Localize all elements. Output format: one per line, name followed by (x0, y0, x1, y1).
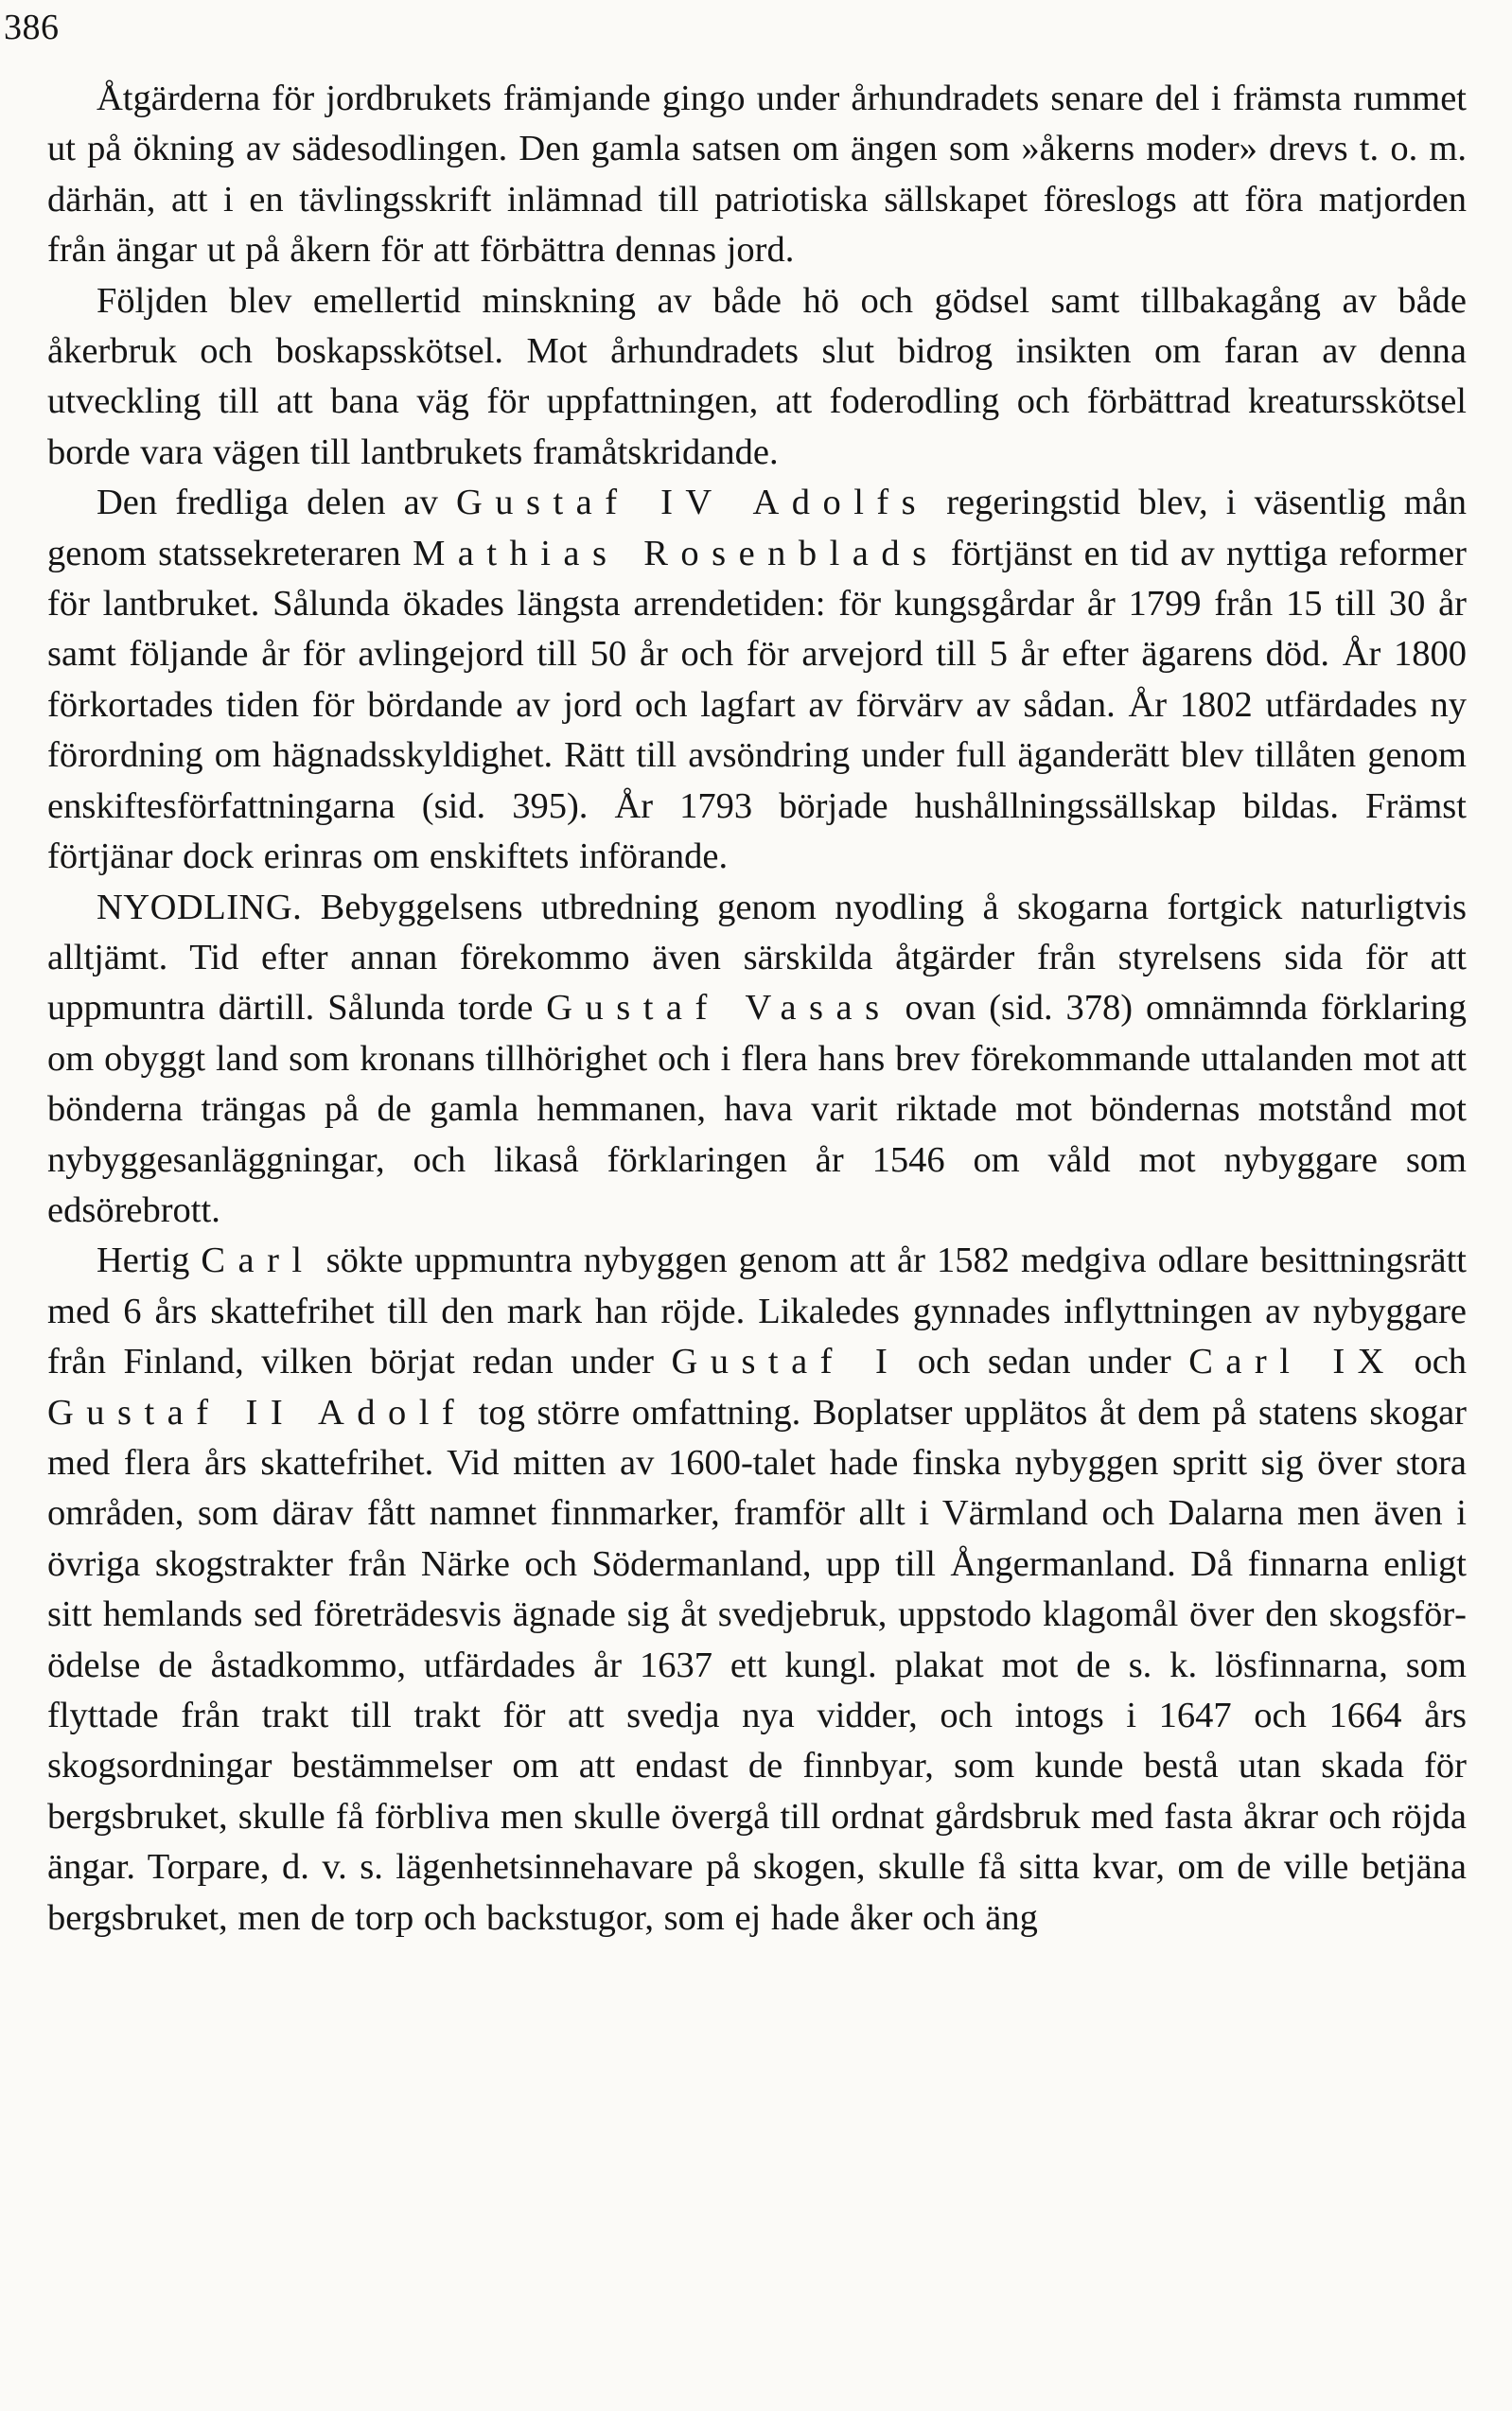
spaced-name: Carl IX (1188, 1342, 1397, 1382)
text-run: och (1396, 1342, 1468, 1382)
text-run: Hertig (97, 1241, 202, 1281)
text-run: sökte uppmuntra nybyggen genom att år 1582 medgiva odlare besittningsrätt med 6 års skattefrihet till den mark han röjde. Likaledes gynnades inflyttningen av nybyggare från Finland, vilken börjat redan under (47, 1241, 1467, 1382)
text-run: och sedan under (900, 1342, 1189, 1382)
text-run: Den fredliga delen av (97, 483, 457, 523)
spaced-name: Gustaf I (671, 1342, 901, 1382)
spaced-name: Gustaf Vasas (546, 988, 892, 1029)
text-run: Åtgärderna för jordbrukets främjande gingo under århundradets senare del i främsta rummet ut på ökning av sädesodlingen. Den gamla satsen om ängen som »åkerns moder» drevs t. o. m. därhän, att i en tävlingsskrift inlämnad till patriotiska sällskapet föreslogs att föra matjorden från ängar ut på åkern för att förbättra dennas jord. (47, 79, 1467, 271)
paragraph (47, 478, 1467, 882)
spaced-name: Carl (201, 1241, 315, 1281)
text-run: regeringstid blev, i väsentlig mån genom statssekreteraren (47, 483, 1467, 573)
text-run: tog större omfattning. Boplatser upplätos åt dem på statens skogar med flera års skattefrihet. Vid mitten av 1600-talet hade finska nybyggen spritt sig över stora områden, som därav fått namnet finnmarker, framför allt i Värmland och Dalarna men även i övriga skogstrakter från Närke och Södermanland, upp till Ångermanland. Då finnarna enligt sitt hemlands sed företrädesvis ägnade sig åt svedjebruk, uppstodo klagomål över den skogsförödelse de åstadkommo, utfärdades år 1637 ett kungl. plakat mot de s. k. lösfinnarna, som flyttade från trakt till trakt för att svedja nya vidder, och intogs i 1647 och 1664 års skogsordningar bestämmelser om att endast de finnbyar, som kunde bestå utan skada för bergsbruket, skulle få förbliva men skulle övergå till ordnat gårdsbruk med fasta åkrar och röjda ängar. Torpare, d. v. s. lägenhetsinnehavare på skogen, skulle få sitta kvar, om de ville betjäna bergsbruket, men de torp och backstugor, som ej hade åker och äng (47, 1392, 1468, 1938)
spaced-name: Gustaf IV Adolfs (456, 483, 929, 523)
paragraph (47, 883, 1467, 1237)
text-run: ovan (sid. 378) omnämnda förklaring om obyggt land som kronans tillhörighet och i flera hans brev förekommande uttalanden mot att bönderna trängas på de gamla hemmanen, hava varit riktade mot böndernas motstånd mot nybyggesanläggningar, och likaså förklaringen år 1546 om våld mot nybyggare som edsörebrott. (47, 988, 1468, 1230)
text-run: Bebyggelsens utbredning genom nyodling å skogarna fortgick naturligtvis alltjämt. Tid efter annan förekommo även särskilda åtgärder från styrelsens sida för att uppmuntra därtill. Sålunda torde (47, 887, 1467, 1029)
text-run: förtjänst en tid av nyttiga reformer för lantbruket. Sålunda ökades längsta arrendetiden: för kungsgårdar år 1799 från 15 till 30 år samt följande år för avlingejord till 50 år och för arvejord till 5 år efter ägarens död. År 1800 förkortades tiden för bördande av jord och lagfart av förvärv av sådan. År 1802 utfärdades ny förordning om hägnadsskyldighet. Rätt till avsöndring under full äganderätt blev tillåten genom enskiftesförfattningarna (sid. 395). År 1793 började hushållningssällskap bildas. Främst förtjänar dock erinras om enskiftets införande. (47, 533, 1467, 877)
paragraph (47, 74, 1467, 276)
body-text (47, 74, 1467, 1944)
page-number: 386 (4, 8, 60, 47)
text-run: Följden blev emellertid minskning av både hö och gödsel samt tillbakagång av både åkerbruk och boskapsskötsel. Mot århundradets slut bidrog insikten om faran av denna utveckling till att bana väg för uppfattningen, att foderodling och förbättrad kreatursskötsel borde vara vägen till lantbrukets framåtskridande. (47, 280, 1467, 472)
paragraph (47, 276, 1467, 479)
paragraph (47, 1236, 1467, 1944)
spaced-name: Mathias Rosenblads (413, 533, 940, 573)
spaced-name: Gustaf II Adolf (47, 1392, 467, 1433)
section-heading: NYODLING. (97, 887, 303, 927)
